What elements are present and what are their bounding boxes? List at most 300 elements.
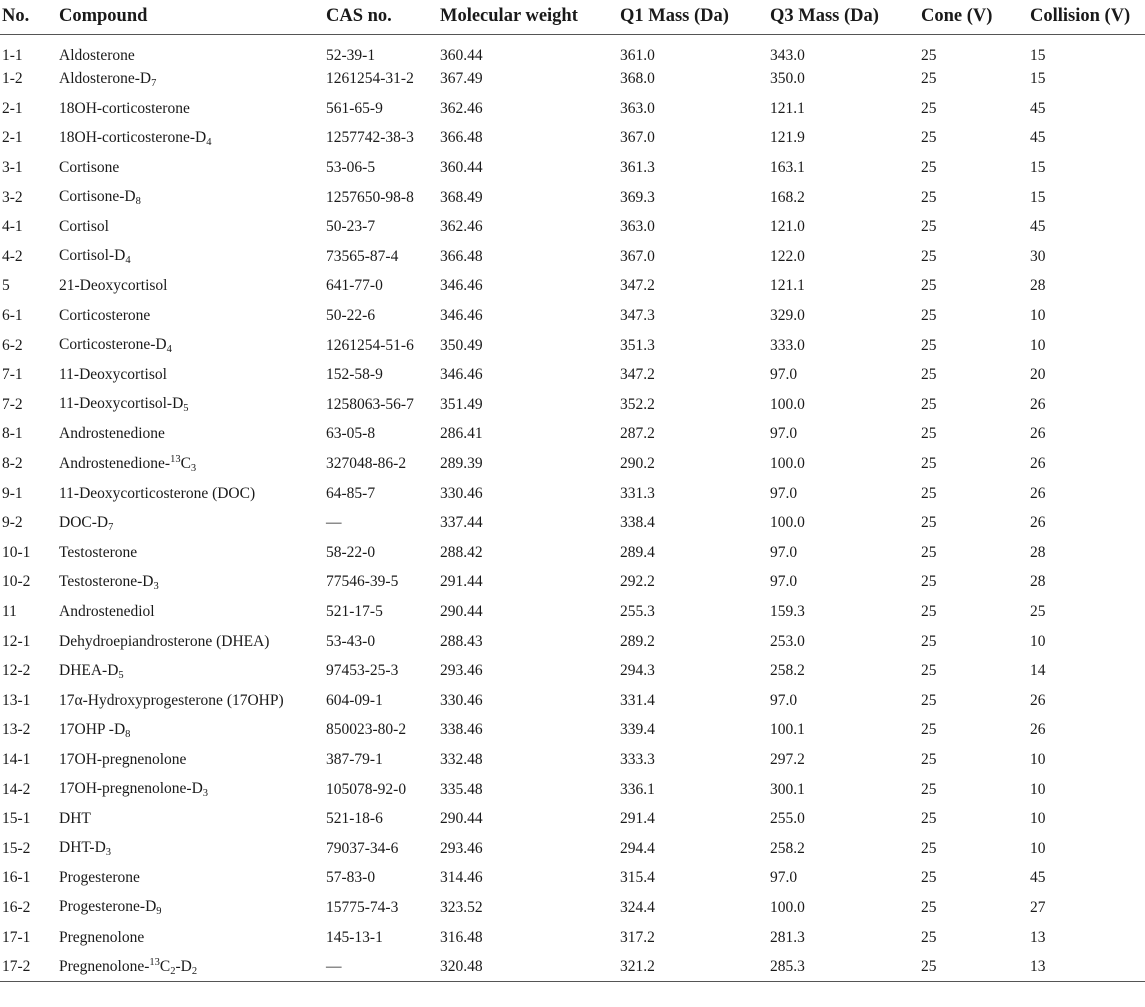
cell-collision: 25	[1030, 602, 1046, 620]
compound-name: Cortisol-D	[59, 247, 126, 265]
cell-no: 9-2	[2, 514, 23, 532]
cell-q3-mass: 97.0	[770, 573, 798, 591]
table-row	[0, 301, 1145, 331]
cell-molecular-weight: 362.46	[440, 99, 483, 117]
cell-cone: 25	[921, 395, 937, 413]
cell-cone: 25	[921, 691, 937, 709]
cell-no: 14-1	[2, 750, 31, 768]
cell-q1-mass: 367.0	[620, 129, 655, 147]
label-count: 5	[183, 403, 189, 415]
table-row	[0, 65, 1145, 95]
header-molecular-weight: Molecular weight	[438, 0, 618, 34]
cell-no: 16-2	[2, 898, 31, 916]
table-row	[0, 449, 1145, 479]
compound-name: Dehydroepiandrosterone (DHEA)	[59, 632, 270, 650]
cell-collision: 10	[1030, 780, 1046, 798]
cell-q1-mass: 368.0	[620, 70, 655, 88]
cell-collision: 28	[1030, 543, 1046, 561]
cell-compound	[57, 568, 324, 598]
cell-no: 12-2	[2, 662, 31, 680]
cell-compound	[57, 301, 324, 331]
cell-cone: 25	[921, 839, 937, 857]
cell-collision: 10	[1030, 839, 1046, 857]
cell-cone: 25	[921, 573, 937, 591]
cell-q3-mass: 297.2	[770, 750, 805, 768]
cell-molecular-weight: 366.48	[440, 129, 483, 147]
label-count: 3	[105, 847, 112, 859]
cell-cas: 1257650-98-8	[326, 188, 414, 206]
cell-cone: 25	[921, 898, 937, 916]
cell-q1-mass: 339.4	[620, 721, 655, 739]
cell-cas: 50-22-6	[326, 307, 376, 325]
cell-no: 14-2	[2, 780, 31, 798]
cell-cone: 25	[921, 366, 937, 384]
table-row	[0, 597, 1145, 627]
cell-molecular-weight: 337.44	[440, 514, 483, 532]
cell-cas: 604-09-1	[326, 691, 383, 709]
header-no: No.	[0, 0, 57, 34]
cell-molecular-weight: 367.49	[440, 70, 483, 88]
cell-no: 13-2	[2, 721, 31, 739]
cell-cas: 641-77-0	[326, 277, 383, 295]
cell-collision: 14	[1030, 662, 1046, 680]
cell-compound	[57, 864, 324, 894]
table-row	[0, 893, 1145, 923]
label-count: 4	[125, 255, 131, 267]
cell-cone: 25	[921, 46, 937, 64]
table-row	[0, 952, 1145, 982]
cell-no: 2-1	[2, 129, 23, 147]
cell-collision: 10	[1030, 632, 1046, 650]
cell-molecular-weight: 335.48	[440, 780, 483, 798]
cell-cone: 25	[921, 721, 937, 739]
table-row	[0, 834, 1145, 864]
cell-cone: 25	[921, 99, 937, 117]
label-count: 9	[156, 906, 162, 918]
cell-q3-mass: 97.0	[770, 484, 798, 502]
isotope-mass-number: 13	[170, 454, 181, 466]
compound-name: Androstenediol	[59, 602, 155, 620]
cell-q1-mass: 351.3	[620, 336, 655, 354]
compound-name: Androstenedione-	[59, 455, 171, 473]
cell-no: 1-2	[2, 70, 23, 88]
cell-q1-mass: 347.2	[620, 277, 655, 295]
cell-compound	[57, 420, 324, 450]
cell-q3-mass: 121.0	[770, 218, 805, 236]
cell-compound	[57, 242, 324, 272]
cell-no: 11	[2, 602, 17, 620]
cell-no: 5	[2, 277, 10, 295]
cell-collision: 27	[1030, 898, 1046, 916]
label-count: 4	[166, 344, 172, 356]
cell-compound	[57, 65, 324, 95]
compound-name: DHEA-D	[59, 661, 119, 679]
cell-cone: 25	[921, 129, 937, 147]
cell-cas: 850023-80-2	[326, 721, 407, 739]
label-count: 8	[125, 728, 131, 740]
cell-cone: 25	[921, 543, 937, 561]
cell-compound	[57, 686, 324, 716]
cell-compound	[57, 449, 324, 479]
cell-q3-mass: 300.1	[770, 780, 805, 798]
cell-q1-mass: 290.2	[620, 455, 655, 473]
table-row	[0, 183, 1145, 213]
cell-molecular-weight: 351.49	[440, 395, 483, 413]
cell-q3-mass: 329.0	[770, 307, 805, 325]
cell-cone: 25	[921, 514, 937, 532]
cell-q3-mass: 97.0	[770, 543, 798, 561]
cell-collision: 26	[1030, 455, 1046, 473]
cell-no: 17-1	[2, 928, 31, 946]
cell-compound	[57, 893, 324, 923]
compound-name: 18OH-corticosterone-D	[59, 128, 207, 146]
cell-compound	[57, 508, 324, 538]
compound-name: Cortisol	[59, 218, 109, 236]
compound-name: Pregnenolone	[59, 928, 145, 946]
cell-cas: 521-17-5	[326, 602, 383, 620]
cell-molecular-weight: 286.41	[440, 425, 483, 443]
cell-cas: 77546-39-5	[326, 573, 399, 591]
compound-name: 17OHP -D	[59, 720, 126, 738]
cell-q1-mass: 331.4	[620, 691, 655, 709]
cell-q1-mass: 317.2	[620, 928, 655, 946]
cell-compound	[57, 331, 324, 361]
compound-name: DHT-D	[59, 839, 106, 857]
cell-cone: 25	[921, 484, 937, 502]
table-row	[0, 420, 1145, 450]
compound-name: 11-Deoxycorticosterone (DOC)	[59, 484, 256, 502]
cell-molecular-weight: 346.46	[440, 307, 483, 325]
cell-cas: 105078-92-0	[326, 780, 407, 798]
cell-cas: —	[324, 952, 438, 982]
table-row	[0, 716, 1145, 746]
cell-compound	[57, 94, 324, 124]
cell-cone: 25	[921, 780, 937, 798]
cell-cone: 25	[921, 277, 937, 295]
cell-no: 15-1	[2, 810, 31, 828]
cell-q1-mass: 289.4	[620, 543, 655, 561]
cell-molecular-weight: 290.44	[440, 602, 483, 620]
compound-name: Corticosterone-D	[59, 336, 167, 354]
cell-cas: 1258063-56-7	[326, 395, 414, 413]
compound-name: Androstenedione	[59, 425, 165, 443]
compound-name: Cortisone	[59, 159, 120, 177]
header-row	[0, 0, 1145, 34]
cell-cas: 1261254-31-2	[326, 70, 414, 88]
cell-cone: 25	[921, 70, 937, 88]
cell-collision: 26	[1030, 395, 1046, 413]
cell-no: 9-1	[2, 484, 23, 502]
cell-no: 4-2	[2, 247, 23, 265]
cell-cas: 15775-74-3	[326, 898, 399, 916]
cell-no: 12-1	[2, 632, 31, 650]
label-count: 7	[151, 77, 157, 89]
compound-name: 17OH-pregnenolone	[59, 750, 187, 768]
cell-no: 15-2	[2, 839, 31, 857]
compound-name: 21-Deoxycortisol	[59, 277, 168, 295]
header-cas: CAS no.	[324, 0, 438, 34]
isotope-element: C	[159, 957, 171, 975]
cell-collision: 45	[1030, 869, 1046, 887]
cell-q3-mass: 285.3	[768, 952, 919, 982]
cell-no: 10-1	[2, 543, 31, 561]
cell-compound	[57, 775, 324, 805]
cell-cas: 561-65-9	[326, 99, 383, 117]
cell-q3-mass: 343.0	[770, 46, 805, 64]
cell-collision: 15	[1030, 70, 1046, 88]
cell-q1-mass: 347.3	[620, 307, 655, 325]
cell-cone: 25	[921, 662, 937, 680]
cell-compound	[57, 952, 324, 982]
cell-compound	[57, 212, 324, 242]
compound-name: DOC-D	[59, 513, 109, 531]
table-row	[0, 745, 1145, 775]
cell-molecular-weight: 289.39	[440, 455, 483, 473]
cell-no: 10-2	[2, 573, 31, 591]
cell-molecular-weight: 290.44	[440, 810, 483, 828]
compound-name: 18OH-corticosterone	[59, 99, 190, 117]
label-count: 2	[191, 965, 198, 977]
table-row	[0, 212, 1145, 242]
label-count: 5	[118, 669, 124, 681]
table-row	[0, 656, 1145, 686]
isotope-mass-number: 13	[149, 956, 160, 968]
cell-q3-mass: 100.0	[770, 395, 805, 413]
cell-q1-mass: 361.0	[620, 46, 655, 64]
cell-q3-mass: 258.2	[770, 662, 805, 680]
cell-no: 7-2	[2, 395, 23, 413]
label-count: 3	[153, 580, 159, 592]
cell-q3-mass: 159.3	[770, 602, 805, 620]
cell-collision: 15	[1030, 46, 1046, 64]
table-row	[0, 508, 1145, 538]
table-row	[0, 923, 1145, 953]
cell-molecular-weight: 330.46	[440, 691, 483, 709]
cell-molecular-weight: 291.44	[440, 573, 483, 591]
cell-q1-mass: 315.4	[620, 869, 655, 887]
cell-collision: 28	[1030, 573, 1046, 591]
cell-q3-mass: 121.1	[770, 99, 805, 117]
cell-compound	[57, 716, 324, 746]
cell-cas: 58-22-0	[326, 543, 376, 561]
cell-compound	[57, 272, 324, 302]
table-row	[0, 242, 1145, 272]
cell-cas: 64-85-7	[326, 484, 376, 502]
cell-cas: 73565-87-4	[326, 247, 399, 265]
cell-no: 2-1	[2, 99, 23, 117]
cell-molecular-weight: 330.46	[440, 484, 483, 502]
cell-no: 3-1	[2, 159, 23, 177]
cell-q3-mass: 97.0	[770, 869, 798, 887]
compound-name: Testosterone-D	[59, 572, 154, 590]
table-row	[0, 390, 1145, 420]
cell-compound	[57, 804, 324, 834]
cell-compound	[57, 627, 324, 657]
table-row	[0, 272, 1145, 302]
cell-q1-mass: 294.4	[620, 839, 655, 857]
cell-collision: 30	[1030, 247, 1046, 265]
table-row	[0, 153, 1145, 183]
cell-collision: 13	[1028, 952, 1145, 982]
cell-q3-mass: 281.3	[770, 928, 805, 946]
table-row	[0, 94, 1145, 124]
cell-molecular-weight: 338.46	[440, 721, 483, 739]
cell-q1-mass: 352.2	[620, 395, 655, 413]
compound-name: Progesterone-D	[59, 898, 157, 916]
cell-compound	[57, 656, 324, 686]
table-row	[0, 627, 1145, 657]
isotope-count: 2	[170, 965, 176, 977]
table-row	[0, 568, 1145, 598]
table-row	[0, 538, 1145, 568]
cell-no: 7-1	[2, 366, 23, 384]
cell-collision: 10	[1030, 307, 1046, 325]
cell-cas: 53-43-0	[326, 632, 376, 650]
table-row	[0, 479, 1145, 509]
cell-q3-mass: 97.0	[770, 366, 798, 384]
cell-collision: 15	[1030, 188, 1046, 206]
cell-compound	[57, 597, 324, 627]
cell-q1-mass: 361.3	[620, 159, 655, 177]
table-row	[0, 686, 1145, 716]
header-q3-mass: Q3 Mass (Da)	[768, 0, 919, 34]
cell-q1-mass: 369.3	[620, 188, 655, 206]
cell-no: 8-1	[2, 425, 23, 443]
compound-name-tail: -D	[175, 957, 192, 975]
cell-compound	[57, 834, 324, 864]
compound-name: Pregnenolone-	[59, 957, 150, 975]
cell-collision: 10	[1030, 336, 1046, 354]
cell-molecular-weight: 360.44	[440, 46, 483, 64]
cell-q1-mass: 338.4	[620, 514, 655, 532]
header-cone: Cone (V)	[919, 0, 1028, 34]
table-row	[0, 360, 1145, 390]
cell-q3-mass: 168.2	[770, 188, 805, 206]
cell-collision: 28	[1030, 277, 1046, 295]
cell-collision: 10	[1030, 810, 1046, 828]
cell-collision: 26	[1030, 484, 1046, 502]
header-collision: Collision (V)	[1028, 0, 1145, 34]
cell-q1-mass: 255.3	[620, 602, 655, 620]
cell-cone: 25	[919, 952, 1028, 982]
cell-molecular-weight: 360.44	[440, 159, 483, 177]
cell-q3-mass: 97.0	[770, 425, 798, 443]
cell-q1-mass: 287.2	[620, 425, 655, 443]
cell-q3-mass: 97.0	[770, 691, 798, 709]
cell-compound	[57, 390, 324, 420]
cell-q3-mass: 258.2	[770, 839, 805, 857]
cell-collision: 20	[1030, 366, 1046, 384]
cell-collision: 26	[1030, 691, 1046, 709]
header-q1-mass: Q1 Mass (Da)	[618, 0, 768, 34]
table-row	[0, 34, 1145, 65]
cell-molecular-weight: 288.43	[440, 632, 483, 650]
cell-q3-mass: 122.0	[770, 247, 805, 265]
cell-compound	[57, 34, 324, 65]
cell-q1-mass: 336.1	[620, 780, 655, 798]
cell-cone: 25	[921, 247, 937, 265]
cell-molecular-weight: 350.49	[440, 336, 483, 354]
cell-q3-mass: 163.1	[770, 159, 805, 177]
cell-cone: 25	[921, 455, 937, 473]
cell-molecular-weight: 346.46	[440, 366, 483, 384]
cell-cas: 97453-25-3	[326, 662, 399, 680]
cell-q1-mass: 289.2	[620, 632, 655, 650]
cell-no: 8-2	[2, 455, 23, 473]
cell-compound	[57, 479, 324, 509]
cell-no: 6-1	[2, 307, 23, 325]
cell-q1-mass: 291.4	[620, 810, 655, 828]
cell-cone: 25	[921, 218, 937, 236]
cell-q3-mass: 333.0	[770, 336, 805, 354]
compound-name: Progesterone	[59, 869, 140, 887]
cell-molecular-weight: 316.48	[440, 928, 483, 946]
cell-cas: 57-83-0	[326, 869, 376, 887]
compound-name: 11-Deoxycortisol-D	[59, 395, 184, 413]
cell-cas: 53-06-5	[326, 159, 376, 177]
cell-cone: 25	[921, 632, 937, 650]
cell-no: 17-2	[0, 952, 57, 982]
compound-name: Testosterone	[59, 543, 138, 561]
cell-q3-mass: 100.0	[770, 514, 805, 532]
cell-collision: 26	[1030, 425, 1046, 443]
cell-q1-mass: 324.4	[620, 898, 655, 916]
cell-cone: 25	[921, 188, 937, 206]
cell-compound	[57, 538, 324, 568]
cell-molecular-weight: 293.46	[440, 839, 483, 857]
cell-q1-mass: 363.0	[620, 99, 655, 117]
cell-cone: 25	[921, 810, 937, 828]
cell-q1-mass: 347.2	[620, 366, 655, 384]
cell-no: 3-2	[2, 188, 23, 206]
isotope-element: C	[180, 455, 191, 473]
cell-q1-mass: 333.3	[620, 750, 655, 768]
cell-collision: 13	[1030, 928, 1046, 946]
cell-compound	[57, 745, 324, 775]
table-row	[0, 775, 1145, 805]
cell-cas: 327048-86-2	[326, 455, 407, 473]
cell-q1-mass: 331.3	[620, 484, 655, 502]
cell-cas: 1261254-51-6	[326, 336, 414, 354]
header-compound: Compound	[57, 0, 324, 34]
cell-q1-mass: 367.0	[620, 247, 655, 265]
cell-q1-mass: 294.3	[620, 662, 655, 680]
cell-cas: 79037-34-6	[326, 839, 399, 857]
cell-q1-mass: 363.0	[620, 218, 655, 236]
compound-name: Cortisone-D	[59, 188, 136, 206]
cell-compound	[57, 923, 324, 953]
compound-name: 11-Deoxycortisol	[59, 366, 167, 384]
cell-q3-mass: 100.0	[770, 455, 805, 473]
cell-molecular-weight: 288.42	[440, 543, 483, 561]
cell-cone: 25	[921, 602, 937, 620]
table-row	[0, 124, 1145, 154]
isotope-count: 3	[190, 463, 197, 475]
cell-cone: 25	[921, 307, 937, 325]
label-count: 4	[206, 136, 212, 148]
cell-compound	[57, 124, 324, 154]
cell-q1-mass: 292.2	[620, 573, 655, 591]
cell-collision: 45	[1030, 99, 1046, 117]
cell-q3-mass: 100.1	[770, 721, 805, 739]
cell-q3-mass: 350.0	[770, 70, 805, 88]
cell-cone: 25	[921, 336, 937, 354]
cell-q3-mass: 253.0	[770, 632, 805, 650]
cell-cas: 152-58-9	[326, 366, 383, 384]
cell-collision: 26	[1030, 721, 1046, 739]
cell-molecular-weight: 323.52	[440, 898, 483, 916]
cell-cas: 1257742-38-3	[326, 129, 414, 147]
